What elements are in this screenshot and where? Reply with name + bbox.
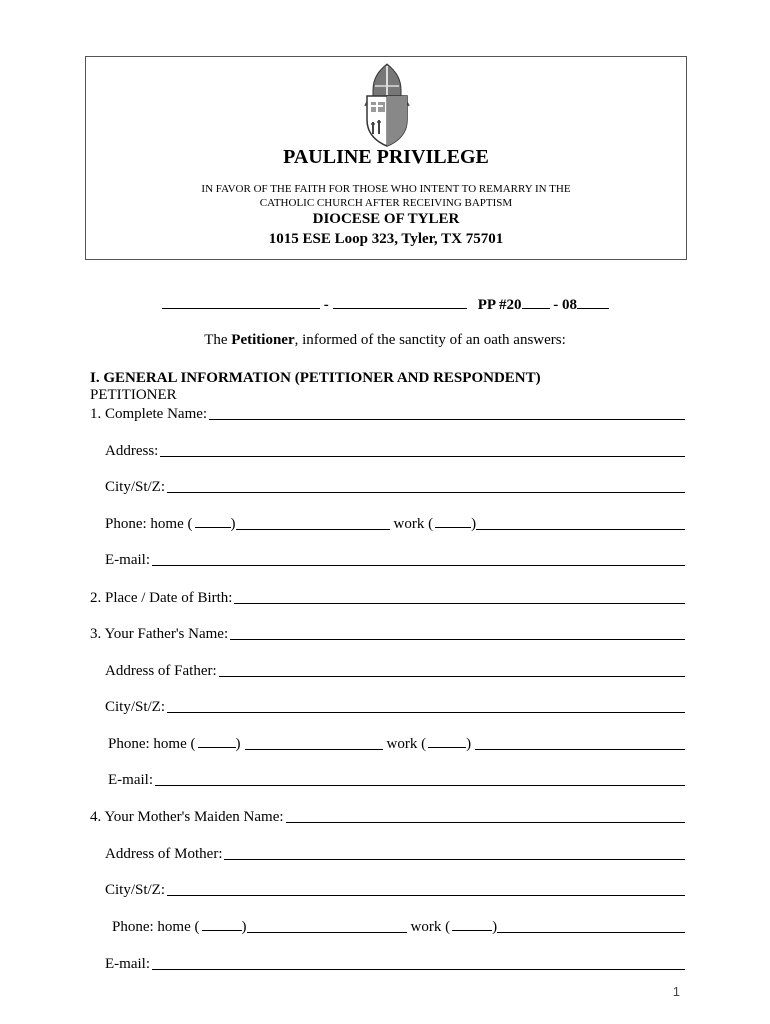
case-id-blank[interactable]: [333, 295, 467, 309]
mother-email-label: E-mail:: [105, 956, 150, 972]
case-number-line: [162, 295, 609, 314]
case-name-blank[interactable]: [162, 295, 320, 309]
subtitle-line-2: CATHOLIC CHURCH AFTER RECEIVING BAPTISM: [259, 197, 513, 209]
email-row: [105, 551, 685, 569]
father-phone-work-field[interactable]: [475, 735, 685, 750]
phone-home-label: Phone: home (: [105, 516, 193, 532]
document-title: PAULINE PRIVILEGE: [283, 146, 489, 168]
mother-name-field[interactable]: [286, 808, 685, 823]
father-city-field[interactable]: [167, 698, 685, 713]
header-box: [85, 56, 687, 260]
city-row: [105, 478, 685, 496]
case-year-blank[interactable]: [522, 295, 550, 309]
email-label: E-mail:: [105, 552, 150, 568]
father-city-row: [105, 698, 685, 716]
oath-statement: The Petitioner, informed of the sanctity of an oath answers:: [204, 332, 566, 348]
mother-phone-row: Phone: home ( ) work ( ): [112, 918, 685, 936]
birth-row: [90, 589, 685, 607]
email-field[interactable]: [152, 551, 685, 566]
case-suffix: - 08: [553, 297, 577, 313]
mother-phone-work-area-field[interactable]: [452, 918, 492, 931]
father-phone-work-area-field[interactable]: [428, 735, 466, 748]
father-address-field[interactable]: [219, 662, 685, 677]
birth-field[interactable]: [234, 589, 685, 604]
phone-work-field[interactable]: [476, 515, 685, 530]
oath-petitioner-bold: Petitioner: [231, 332, 295, 348]
mother-email-row: [105, 955, 685, 973]
case-pp-label: PP #20: [477, 297, 522, 313]
diocese-address: 1015 ESE Loop 323, Tyler, TX 75701: [268, 231, 504, 247]
father-name-field[interactable]: [230, 625, 685, 640]
father-phone-work-label: work (: [386, 736, 427, 752]
father-email-field[interactable]: [155, 771, 685, 786]
city-field[interactable]: [167, 478, 685, 493]
complete-name-field[interactable]: [209, 405, 685, 420]
mother-city-field[interactable]: [167, 881, 685, 896]
page-number: 1: [672, 984, 680, 999]
father-name-row: [90, 625, 685, 643]
diocese-crest-icon: [359, 62, 415, 148]
mother-phone-work-label: work (: [410, 919, 451, 935]
father-email-label: E-mail:: [108, 772, 153, 788]
birth-label: 2. Place / Date of Birth:: [90, 590, 233, 606]
mother-email-field[interactable]: [152, 955, 685, 970]
mother-phone-home-area-field[interactable]: [202, 918, 242, 931]
mother-name-label: 4. Your Mother's Maiden Name:: [90, 809, 284, 825]
phone-home-area-field[interactable]: [195, 515, 231, 528]
section-title: I. GENERAL INFORMATION (PETITIONER AND RESPONDENT): [90, 370, 541, 386]
address-field[interactable]: [160, 442, 685, 457]
father-city-label: City/St/Z:: [105, 699, 166, 715]
mother-city-label: City/St/Z:: [105, 882, 166, 898]
address-label: Address:: [105, 443, 159, 459]
father-phone-home-field[interactable]: [245, 735, 383, 750]
father-address-row: [105, 662, 685, 680]
phone-home-field[interactable]: [236, 515, 390, 530]
mother-address-label: Address of Mother:: [105, 846, 223, 862]
subtitle-line-1: IN FAVOR OF THE FAITH FOR THOSE WHO INTENT TO REMARRY IN THE: [201, 183, 571, 195]
phone-work-area-field[interactable]: [435, 515, 471, 528]
document-subtitle: [86, 182, 686, 210]
mother-city-row: [105, 881, 685, 899]
mother-address-row: [105, 845, 685, 863]
father-phone-home-label: Phone: home (: [108, 736, 196, 752]
father-email-row: [108, 771, 685, 789]
mother-phone-work-field[interactable]: [497, 918, 685, 933]
mother-phone-home-label: Phone: home (: [112, 919, 200, 935]
diocese-name: DIOCESE OF TYLER: [312, 211, 460, 227]
case-seq-blank[interactable]: [577, 295, 609, 309]
mother-address-field[interactable]: [224, 845, 685, 860]
father-phone-row: Phone: home ( ) work ( ): [108, 735, 685, 753]
complete-name-label: 1. Complete Name:: [90, 406, 208, 422]
phone-work-label: work (: [393, 516, 434, 532]
mother-name-row: [90, 808, 685, 826]
mother-phone-home-field[interactable]: [247, 918, 407, 933]
complete-name-row: [90, 405, 685, 423]
father-phone-home-area-field[interactable]: [198, 735, 236, 748]
petitioner-subheading: PETITIONER: [90, 387, 177, 403]
city-label: City/St/Z:: [105, 479, 166, 495]
case-separator: -: [323, 297, 329, 313]
phone-row: Phone: home ( ) work ( ): [105, 515, 685, 533]
address-row: [105, 442, 685, 460]
father-address-label: Address of Father:: [105, 663, 217, 679]
father-name-label: 3. Your Father's Name:: [90, 626, 229, 642]
